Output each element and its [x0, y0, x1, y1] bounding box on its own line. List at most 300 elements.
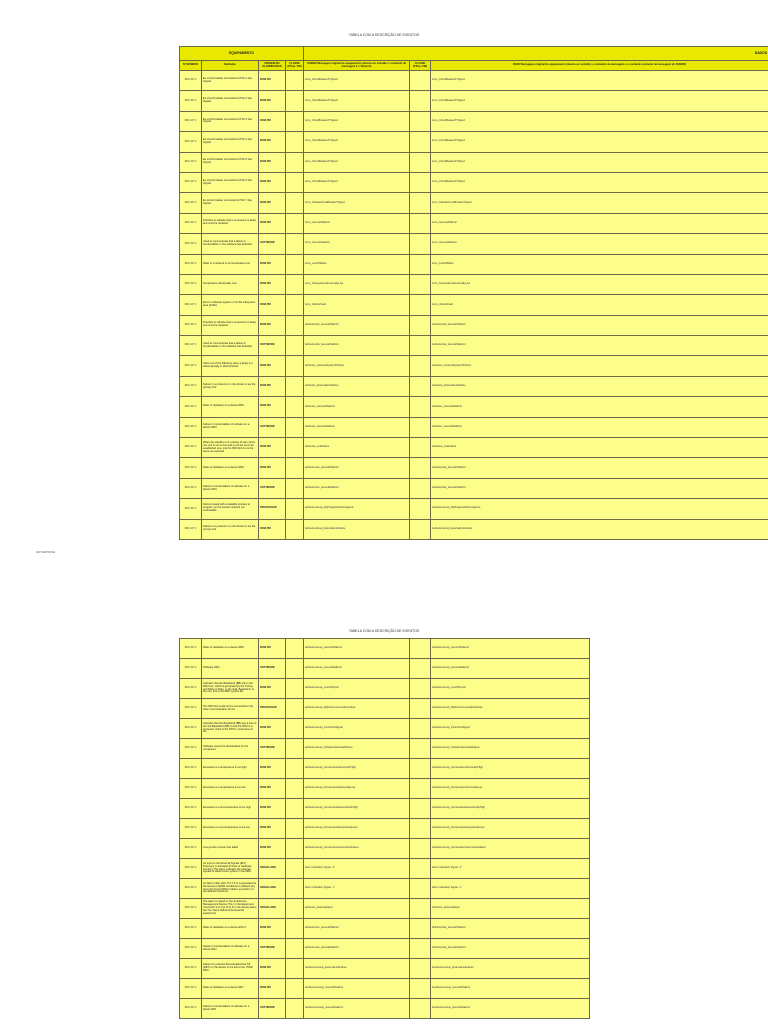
- event-message-2: Accu_LossOfMains: [431, 254, 768, 274]
- event-message-1: Accu_LossOfMains: [304, 254, 410, 274]
- event-message-1: AuxDeviceGroup_ExternalLinkFailure: [304, 959, 410, 979]
- event-id: 8901.107.0: [180, 999, 202, 1019]
- table-row: [180, 193, 768, 213]
- event-class-2: [410, 458, 431, 478]
- event-origin: RAW PM: [259, 919, 286, 939]
- table-row: [180, 458, 768, 478]
- event-class-2: [410, 254, 431, 274]
- event-class-2: [410, 397, 431, 417]
- event-class-2: [410, 759, 431, 779]
- table-row: [180, 478, 768, 498]
- table-row: [180, 499, 768, 519]
- event-id: 8901.107.0: [180, 879, 202, 899]
- event-origin: RAW PM: [259, 91, 286, 111]
- event-message-1: AuDeviceGroup_SoftwareDownloadFailure: [304, 739, 410, 759]
- event-description: Uses one of the following when a faulty is a status already or disconnected: [202, 356, 259, 376]
- table-row: [180, 659, 590, 679]
- event-class-2: [410, 315, 431, 335]
- event-origin: RAW PM: [259, 959, 286, 979]
- event-message-1: AuxDeviceGroup_GeneralHwError: [304, 979, 410, 999]
- event-description: Failure in functionalities of software on a device ESU: [202, 939, 259, 959]
- event-description: Error in software system in the file subsystem area (buffer): [202, 295, 259, 315]
- event-message-2: AuDeviceGroup_SoftwareDownloadFailure: [431, 739, 590, 759]
- event-class-2: [410, 132, 431, 152]
- event-origin: RAW PM: [259, 295, 286, 315]
- table-row: [180, 213, 768, 233]
- table-row: [180, 111, 768, 131]
- event-id: 8901.107.0: [180, 132, 202, 152]
- event-description: Used to communicate that a failure in functionalities in the software has detected: [202, 234, 259, 254]
- event-class-1: [286, 739, 304, 759]
- event-class-1: [286, 172, 304, 192]
- table-row: [180, 739, 590, 759]
- event-class-2: [410, 519, 431, 539]
- event-description: Excessive is a set temperature is too high: [202, 799, 259, 819]
- event-origin: RAW PM: [259, 132, 286, 152]
- event-description: Line junction sensor has failed: [202, 839, 259, 859]
- event-class-1: [286, 959, 304, 979]
- event-message-2: AuDeviceGroup_TemperatureExceptionallyLow: [431, 819, 590, 839]
- event-id: 8901.107.0: [180, 356, 202, 376]
- event-message-1: AuDeviceSet_GeneralSwError: [304, 336, 410, 356]
- event-origin: RAW PM: [259, 819, 286, 839]
- table-row: [180, 799, 590, 819]
- page-1-title: TABELA COM A DESCRIÇÃO DE EVENTOS: [348, 33, 420, 37]
- event-id: 8901.107.0: [180, 152, 202, 172]
- event-class-1: [286, 376, 304, 396]
- event-message-2: Accu_VaristorFault: [431, 295, 768, 315]
- event-class-2: [410, 719, 431, 739]
- event-class-2: [410, 336, 431, 356]
- event-class-1: [286, 254, 304, 274]
- event-class-2: [410, 899, 431, 919]
- event-message-2: Alarm Indication Signal - P: [431, 859, 590, 879]
- event-id: 8901.107.0: [180, 519, 202, 539]
- event-class-1: [286, 132, 304, 152]
- event-message-2: AuDeviceGroup_GeneralSwError: [431, 659, 590, 679]
- event-origin: RAW PM: [259, 213, 286, 233]
- event-class-1: [286, 999, 304, 1019]
- event-message-1: Accu_CircuitBreakerXTripped: [304, 132, 410, 152]
- event-message-1: AuDevice_GeneralHwError: [304, 397, 410, 417]
- event-origin: RAW PM: [259, 111, 286, 131]
- event-origin: RAW PM: [259, 719, 286, 739]
- event-message-1: AuDeviceGroup_PoorClockSignal: [304, 719, 410, 739]
- table-row: [180, 315, 768, 335]
- event-class-1: [286, 356, 304, 376]
- event-origin: SOFTWARE: [259, 234, 286, 254]
- event-class-2: [410, 91, 431, 111]
- event-origin: RAW PM: [259, 274, 286, 294]
- event-origin: RAW PM: [259, 397, 286, 417]
- event-id: 8901.107.0: [180, 234, 202, 254]
- event-origin: RAW PM: [259, 639, 286, 659]
- event-description: Refer to hardware on a device RRU: [202, 397, 259, 417]
- event-class-2: [410, 274, 431, 294]
- event-id: 8901.107.0: [180, 336, 202, 356]
- event-message-1: Accu_TemperatureAbnormallyLow: [304, 274, 410, 294]
- event-class-1: [286, 315, 304, 335]
- header-equipamento: EQUIPAMENTO: [180, 47, 304, 61]
- event-id: 8901.107.0: [180, 799, 202, 819]
- event-message-1: Accu_VaristorFault: [304, 295, 410, 315]
- event-id: 8901.107.0: [180, 274, 202, 294]
- event-description: Eu circuit breaker connected to PSU 4 has tripped: [202, 132, 259, 152]
- event-origin: RAW PM: [259, 315, 286, 335]
- events-table-page-2: [179, 638, 590, 1019]
- event-id: 8901.107.0: [180, 295, 202, 315]
- event-description: Indicates that the Baseband (BB) link to the RRU lost, which is generated by the Timing and Wave to Date, to the lead, Baseband, to the unit, this is the RRU system file: [202, 679, 259, 699]
- event-class-2: [410, 234, 431, 254]
- event-id: 8901.107.0: [180, 659, 202, 679]
- event-description: Software RRU: [202, 659, 259, 679]
- event-class-1: [286, 799, 304, 819]
- event-class-1: [286, 336, 304, 356]
- event-message-2: AuDevice_AntennaSystemProblem: [431, 356, 768, 376]
- event-id: 8901.107.0: [180, 819, 202, 839]
- event-class-1: [286, 71, 304, 91]
- event-message-1: Alarm Indication Signal - P: [304, 859, 410, 879]
- table-row: [180, 234, 768, 254]
- event-description: Used to communicate that a failure in functionalities in the software has detected: [202, 336, 259, 356]
- event-message-2: AuDevice_GeneralHwError: [431, 397, 768, 417]
- event-id: 8901.107.0: [180, 438, 202, 458]
- event-message-1: Accu_GeneralHwError: [304, 213, 410, 233]
- event-class-1: [286, 519, 304, 539]
- event-message-2: AuDeviceGroup_TemperatureExceptionallyHigh: [431, 799, 590, 819]
- event-message-1: AuDeviceGroup_TemperatureAbnormallyLow: [304, 779, 410, 799]
- event-id: 8901.107.0: [180, 959, 202, 979]
- table-row: [180, 172, 768, 192]
- event-message-1: AuDevice_AntennaSystemProblem: [304, 356, 410, 376]
- event-class-2: [410, 959, 431, 979]
- event-message-2: Accu_GeneralSwError: [431, 234, 768, 254]
- event-description: Refer to a network is communication lost: [202, 254, 259, 274]
- page-2-title: TABELA COM A DESCRIÇÃO DE EVENTOS: [348, 629, 420, 633]
- event-message-2: AirDevice_ExternalAlarm: [431, 899, 590, 919]
- event-description: Device issued with a loadable process to program; so the control could be not enforceable: [202, 499, 259, 519]
- event-description: Failure in functionalities of software on a device RET: [202, 999, 259, 1019]
- event-message-1: Alarm Indication Signal - V: [304, 879, 410, 899]
- event-message-1: AuDeviceGroup_ExternalLinkFailure: [304, 519, 410, 539]
- event-id: 8901.107.0: [180, 376, 202, 396]
- event-origin: RAW PM: [259, 254, 286, 274]
- event-class-2: [410, 779, 431, 799]
- event-message-2: AuDeviceSet_GeneralHwError: [431, 315, 768, 335]
- event-class-1: [286, 478, 304, 498]
- event-class-1: [286, 879, 304, 899]
- event-message-2: AuDevice_ExternalLinkFailure: [431, 376, 768, 396]
- event-origin: SIGNALLING: [259, 859, 286, 879]
- event-message-2: Accu_GeneralHwError: [431, 213, 768, 233]
- event-class-2: [410, 639, 431, 659]
- event-origin: RAW PM: [259, 839, 286, 859]
- event-id: 8901.107.0: [180, 315, 202, 335]
- event-description: An input to the External Signals (EIS) Discovery is activated (if there is hardware function) The alarm indicates the external signals of status Anum system in the RRU: [202, 859, 259, 879]
- event-id: 8901.107.0: [180, 779, 202, 799]
- table-row: [180, 91, 768, 111]
- event-description: Eu circuit breaker connected to PSU 7 has tripped: [202, 193, 259, 213]
- event-class-2: [410, 939, 431, 959]
- event-id: 8901.107.0: [180, 899, 202, 919]
- event-id: 8901.107.0: [180, 719, 202, 739]
- table-row: [180, 959, 590, 979]
- table-row: [180, 839, 590, 859]
- event-class-1: [286, 939, 304, 959]
- event-description: Failure in functionalities of software on a device RRU: [202, 478, 259, 498]
- event-message-2: AuxDeviceGroup_GeneralSwError: [431, 999, 590, 1019]
- event-class-2: [410, 438, 431, 458]
- table-row: [180, 999, 590, 1019]
- event-class-1: [286, 919, 304, 939]
- event-message-2: Accu_CircuitBreakerXTripped: [431, 91, 768, 111]
- table-row: [180, 295, 768, 315]
- event-class-1: [286, 779, 304, 799]
- table-body-page-1: [180, 71, 768, 540]
- event-origin: RAW PM: [259, 759, 286, 779]
- event-message-2: AirDeviceSet_GeneralSwError: [431, 939, 590, 959]
- event-message-2: AuxDeviceGroup_ExternalLinkFailure: [431, 959, 590, 979]
- header-classe-2: CLASSE (P.Pop. FW): [410, 61, 431, 71]
- event-id: 8901.107.0: [180, 839, 202, 859]
- event-id: 8901.107.0: [180, 71, 202, 91]
- event-class-2: [410, 699, 431, 719]
- event-class-1: [286, 699, 304, 719]
- event-message-1: Accu_GeneralSwError: [304, 234, 410, 254]
- event-id: 8901.107.0: [180, 699, 202, 719]
- event-class-2: [410, 111, 431, 131]
- event-message-2: Accu_CircuitBreakerXTripped: [431, 172, 768, 192]
- event-class-1: [286, 759, 304, 779]
- event-origin: SOFTWARE: [259, 739, 286, 759]
- event-message-1: AirDevice_ExternalAlarm: [304, 899, 410, 919]
- table-row: [180, 376, 768, 396]
- event-message-2: Accu_CircuitBreakerXTripped: [431, 132, 768, 152]
- event-class-1: [286, 213, 304, 233]
- event-message-2: AuDeviceGroup_ExternalLinkFailure: [431, 519, 768, 539]
- event-origin: SOFTWARE: [259, 336, 286, 356]
- table-row: [180, 519, 768, 539]
- event-description: Excessive is a set temperature is too low: [202, 819, 259, 839]
- event-description: When the standby is in a status of team since one unit is set to one and is not the set of an established one, one the RRU link is not the same as expected: [202, 438, 259, 458]
- event-class-1: [286, 719, 304, 739]
- event-class-2: [410, 659, 431, 679]
- event-id: 8901.107.0: [180, 172, 202, 192]
- header-mensagem-2: DADO Mensagem original do equipamento (deverá ser extraída; o conteúdo da mensagem é o conteúdo existente na mensagem do SUMAR): [431, 61, 768, 71]
- event-id: 8901.107.0: [180, 193, 202, 213]
- event-description: Excessive is a temperature is too low: [202, 779, 259, 799]
- event-description: Eu circuit breaker connected to PSU 2 has tripped: [202, 91, 259, 111]
- table-row: [180, 679, 590, 699]
- table-row: [180, 356, 768, 376]
- event-message-2: AuDeviceSet_GeneralSwError: [431, 336, 768, 356]
- event-description: Eu circuit breaker connected to PSU 5 has tripped: [202, 152, 259, 172]
- event-class-2: [410, 478, 431, 498]
- table-body-page-2: [180, 639, 590, 1019]
- event-message-1: AuDevice_ExternalLinkFailure: [304, 376, 410, 396]
- header-dados: DADOS: [304, 47, 768, 61]
- event-id: 8901.107.0: [180, 939, 202, 959]
- event-description: Software cannot be downloaded for the component: [202, 739, 259, 759]
- event-message-2: AuDeviceGroup_ZipProgramNotConfigured: [431, 499, 768, 519]
- event-class-1: [286, 91, 304, 111]
- event-message-2: AuDeviceGroup_PoorClockSignal: [431, 719, 590, 739]
- event-origin: PROCESSOR: [259, 699, 286, 719]
- event-id: 8901.107.0: [180, 417, 202, 437]
- event-message-1: AirDeviceSet_GeneralHwError: [304, 919, 410, 939]
- event-id: 8901.107.0: [180, 739, 202, 759]
- event-class-1: [286, 193, 304, 213]
- event-id: 8901.107.0: [180, 759, 202, 779]
- event-message-1: Accu_CircuitBreakerXTripped: [304, 71, 410, 91]
- footer-note: ENTERPRISE: [36, 550, 56, 554]
- event-class-1: [286, 111, 304, 131]
- event-class-1: [286, 417, 304, 437]
- event-class-1: [286, 659, 304, 679]
- event-id: 8901.107.0: [180, 254, 202, 274]
- event-message-1: AuDeviceGroup_ZipProgramNotConfigured: [304, 499, 410, 519]
- event-message-2: Accu_CircuitBreakerXTripped: [431, 71, 768, 91]
- event-origin: SOFTWARE: [259, 478, 286, 498]
- table-row: [180, 719, 590, 739]
- event-message-1: AuDeviceGroup_MpDsCommunicationFailure: [304, 699, 410, 719]
- event-class-2: [410, 499, 431, 519]
- event-description: Failure in a protocol or in the device to set the primary link: [202, 376, 259, 396]
- event-id: 8901.107.0: [180, 499, 202, 519]
- event-message-2: AuDeviceGroup_GeneralHwError: [431, 639, 590, 659]
- event-message-1: AuDeviceGroup_TemperatureAbnormallyHigh: [304, 759, 410, 779]
- event-origin: SIGNALLING: [259, 899, 286, 919]
- event-class-1: [286, 152, 304, 172]
- event-origin: SOFTWARE: [259, 659, 286, 679]
- event-description: Failure for a device Remote Electrical Tilt (RET) on the device to the link to the (TMA) RRU: [202, 959, 259, 979]
- event-message-1: Accu_CircuitBreakerXTripped: [304, 111, 410, 131]
- table-row: [180, 859, 590, 879]
- event-message-2: AuxDeviceGroup_GeneralHwError: [431, 979, 590, 999]
- event-id: 8901.107.0: [180, 679, 202, 699]
- event-description: The RRU link could not be connected to the other communication circuit: [202, 699, 259, 719]
- event-id: 8901.107.0: [180, 639, 202, 659]
- event-class-2: [410, 859, 431, 879]
- event-class-2: [410, 152, 431, 172]
- event-class-1: [286, 679, 304, 699]
- event-class-1: [286, 839, 304, 859]
- event-message-1: AuDeviceGroup_TemperatureSupervisionFailure: [304, 839, 410, 859]
- event-class-1: [286, 234, 304, 254]
- table-row: [180, 71, 768, 91]
- event-id: 8901.107.0: [180, 979, 202, 999]
- event-class-2: [410, 295, 431, 315]
- header-classe-1: CLASSE (P.Pop. FW): [286, 61, 304, 71]
- event-description: Refer to hardware on a device ESU 0: [202, 919, 259, 939]
- event-origin: PROCESSOR: [259, 499, 286, 519]
- event-description: Eu circuit breaker connected to PSU 1 has tripped: [202, 71, 259, 91]
- event-id: 8901.107.0: [180, 458, 202, 478]
- table-row: [180, 819, 590, 839]
- event-id: 8901.107.0: [180, 859, 202, 879]
- header-definicao: Definição: [202, 61, 259, 71]
- table-row: [180, 438, 768, 458]
- event-message-2: AuDeviceSet_GeneralSwError: [431, 478, 768, 498]
- event-description: Provides to indicate that a component is faulty and must be replaced: [202, 213, 259, 233]
- event-origin: SOFTWARE: [259, 999, 286, 1019]
- event-id: 8901.107.0: [180, 91, 202, 111]
- table-row: [180, 336, 768, 356]
- event-class-2: [410, 71, 431, 91]
- event-class-2: [410, 739, 431, 759]
- event-class-1: [286, 458, 304, 478]
- event-id: 8901.107.0: [180, 478, 202, 498]
- event-origin: RAW PM: [259, 438, 286, 458]
- event-origin: RAW PM: [259, 172, 286, 192]
- table-row: [180, 417, 768, 437]
- event-description: Failure in functionalities of software on a device RRU: [202, 417, 259, 437]
- event-class-2: [410, 376, 431, 396]
- event-message-2: AuDeviceSet_GeneralHwError: [431, 458, 768, 478]
- table-row: [180, 152, 768, 172]
- table-row: [180, 639, 590, 659]
- event-description: Provides to indicate that a component is faulty and must be replaced: [202, 315, 259, 335]
- event-id: 8901.107.0: [180, 111, 202, 131]
- event-class-1: [286, 397, 304, 417]
- event-class-1: [286, 819, 304, 839]
- event-message-1: AuDeviceGroup_GeneralSwError: [304, 659, 410, 679]
- event-class-2: [410, 879, 431, 899]
- event-message-1: Accu_ClimateCircuitBreakerTripped: [304, 193, 410, 213]
- event-origin: RAW PM: [259, 356, 286, 376]
- event-origin: RAW PM: [259, 799, 286, 819]
- event-message-2: Accu_TemperatureAbnormallyLow: [431, 274, 768, 294]
- event-class-2: [410, 999, 431, 1019]
- table-row: [180, 779, 590, 799]
- event-class-2: [410, 172, 431, 192]
- event-description: An Alarm Filter (AIS, P.V.T 0.1) is generated to the Excess of ESIS conditions to (without any timer the bit and RRU problem to perform of the defined functions): [202, 879, 259, 899]
- event-message-2: Accu_CircuitBreakerXTripped: [431, 152, 768, 172]
- event-class-2: [410, 213, 431, 233]
- event-class-1: [286, 274, 304, 294]
- table-row: [180, 274, 768, 294]
- event-description: Refer to hardware on a device RRU: [202, 458, 259, 478]
- event-message-1: AuDeviceSet_GeneralHwError: [304, 458, 410, 478]
- table-row: [180, 879, 590, 899]
- event-class-2: [410, 417, 431, 437]
- event-origin: RAW PM: [259, 193, 286, 213]
- event-message-1: AuDeviceGroup_GeneralHwError: [304, 639, 410, 659]
- event-message-2: AuDevice_LinkFailure: [431, 438, 768, 458]
- event-class-2: [410, 193, 431, 213]
- event-origin: RAW PM: [259, 71, 286, 91]
- event-message-2: Accu_CircuitBreakerXTripped: [431, 111, 768, 131]
- event-id: 8901.107.0: [180, 397, 202, 417]
- event-description: Refer to hardware on a device RET: [202, 979, 259, 999]
- event-id: 8901.107.0: [180, 919, 202, 939]
- event-description: Indicates that the Baseband (BB) has a loss of the link Baseband (BB) to link the RRU is a processor clock to the TRVU, continuous of the: [202, 719, 259, 739]
- event-class-2: [410, 919, 431, 939]
- event-message-2: AirDeviceSet_GeneralHwError: [431, 919, 590, 939]
- event-description: Eu circuit breaker connected to PSU 6 has tripped: [202, 172, 259, 192]
- event-message-2: AuDeviceGroup_TemperatureSupervisionFailure: [431, 839, 590, 859]
- table-row: [180, 699, 590, 719]
- event-class-1: [286, 899, 304, 919]
- event-message-2: AuDevice_GeneralSwError: [431, 417, 768, 437]
- event-description: Temperature abnormally Low: [202, 274, 259, 294]
- event-class-1: [286, 499, 304, 519]
- header-origem: ORIGEM DO ALARME/AVISO: [259, 61, 286, 71]
- event-origin: RAW PM: [259, 519, 286, 539]
- event-message-2: Alarm Indication Signal - V: [431, 879, 590, 899]
- header-mensagem-1: SUMAR Mensagem original do equipamento (deverá ser extraída; o conteúdo da mensagem é o Tetrarch): [304, 61, 410, 71]
- table-row: [180, 919, 590, 939]
